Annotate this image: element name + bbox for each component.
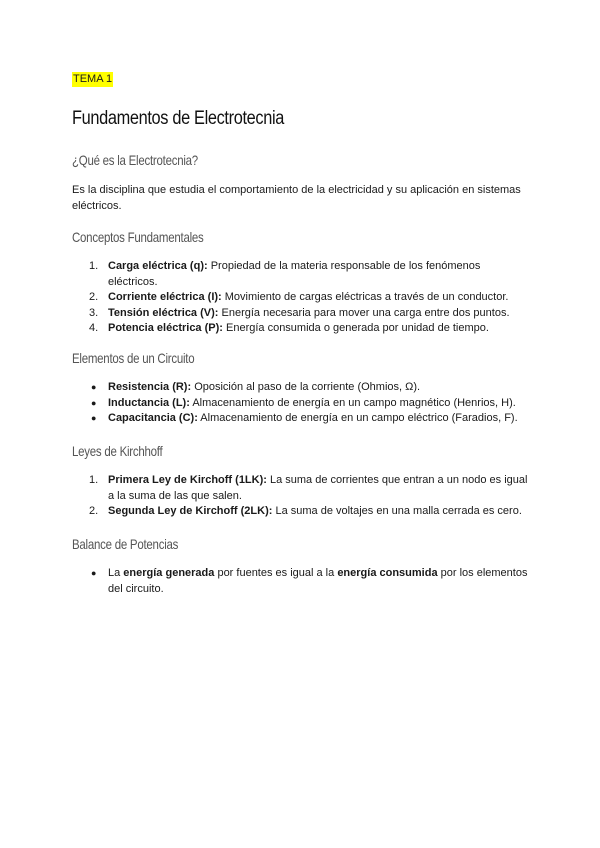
term: Resistencia (R):	[108, 381, 192, 393]
bullet-icon: ●	[91, 382, 97, 392]
text-segment: por fuentes es igual a la	[214, 567, 338, 579]
bullet-icon: ●	[91, 397, 97, 408]
list-item	[72, 259, 532, 290]
term: energía consumida	[337, 567, 438, 579]
elementos-list	[72, 380, 532, 427]
term: energía generada	[123, 567, 215, 579]
heading-balance: Balance de Potencias	[72, 536, 179, 552]
list-number: 2.	[89, 291, 99, 303]
heading-leyes: Leyes de Kirchhoff	[72, 443, 163, 459]
term: Corriente eléctrica (I):	[108, 291, 222, 303]
definition: Energía consumida o generada por unidad de tiempo.	[222, 322, 489, 334]
text-segment: por los elementos del circuito.	[108, 567, 528, 595]
definition: Oposición al paso de la corriente (Ohmios, Ω).	[191, 381, 421, 393]
term: Carga eléctrica (q):	[108, 260, 208, 272]
term: Segunda Ley de Kirchoff (2LK):	[108, 505, 273, 517]
heading-que-es: ¿Qué es la Electrotecnia?	[72, 152, 198, 168]
list-item	[72, 566, 532, 597]
topic-tag: TEMA 1	[73, 73, 113, 85]
list-number: 1.	[89, 474, 99, 486]
list-item	[72, 473, 532, 504]
definition: La suma de corrientes que entran a un nodo es igual a la suma de las que salen.	[108, 474, 528, 502]
list-number: 2.	[89, 505, 99, 517]
definition: La suma de voltajes en una malla cerrada es cero.	[272, 505, 522, 517]
text-segment: La	[108, 567, 124, 579]
definition: Energía necesaria para mover una carga entre dos puntos.	[218, 306, 510, 319]
list-item	[72, 411, 532, 427]
list-item	[72, 306, 532, 322]
heading-elementos: Elementos de un Circuito	[72, 350, 195, 366]
list-item	[72, 321, 532, 337]
term: Capacitancia (C):	[108, 412, 198, 424]
list-number: 4.	[89, 322, 99, 334]
definition: Almacenamiento de energía en un campo magnético (Henrios, H).	[189, 396, 516, 409]
heading-conceptos: Conceptos Fundamentales	[72, 229, 204, 245]
list-item	[72, 380, 532, 396]
term: Tensión eléctrica (V):	[108, 306, 219, 319]
definition: Movimiento de cargas eléctricas a través de un conductor.	[221, 291, 509, 303]
leyes-list	[72, 473, 532, 520]
list-number: 3.	[89, 306, 99, 319]
list-item	[72, 396, 532, 412]
paragraph-definition: Es la disciplina que estudia el comportamiento de la electricidad y su aplicación en sistemas eléctricos.	[72, 184, 521, 212]
definition: Almacenamiento de energía en un campo eléctrico (Faradios, F).	[197, 412, 518, 424]
bullet-icon: ●	[91, 413, 97, 423]
term: Potencia eléctrica (P):	[108, 322, 223, 334]
term: Inductancia (L):	[108, 396, 190, 409]
list-number: 1.	[89, 260, 99, 272]
list-item	[72, 290, 532, 306]
definition: Propiedad de la materia responsable de los fenómenos eléctricos.	[108, 260, 481, 288]
bullet-icon: ●	[91, 568, 97, 578]
page-title: Fundamentos de Electrotecnia	[72, 108, 285, 129]
term: Primera Ley de Kirchoff (1LK):	[108, 474, 267, 486]
conceptos-list	[72, 259, 532, 337]
balance-list	[72, 566, 532, 597]
list-item	[72, 504, 532, 520]
